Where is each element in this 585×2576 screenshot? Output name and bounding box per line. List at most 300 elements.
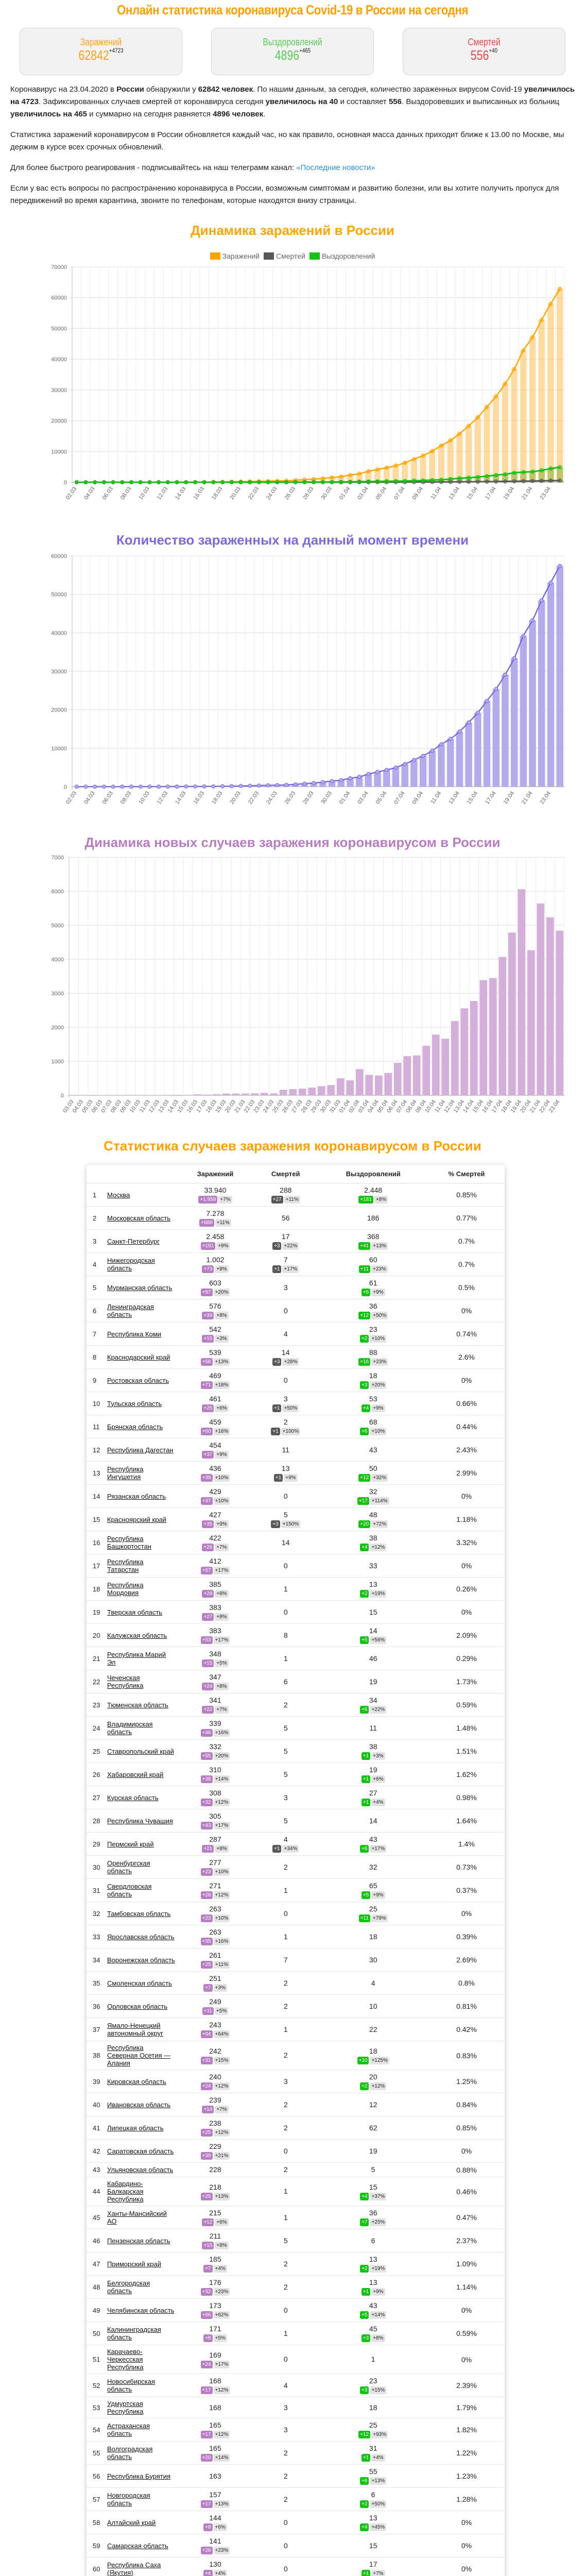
rec-value: 19 <box>369 1766 377 1774</box>
region-link[interactable]: Ростовская область <box>107 1376 169 1384</box>
inf-percent-badge: +20% <box>214 1752 230 1760</box>
rec-value: 19 <box>369 1677 377 1686</box>
chart2-xtick-label: 11.04 <box>429 790 443 805</box>
chart1-point-recovered <box>467 476 471 480</box>
chart1-point-infected <box>503 382 507 385</box>
region-link[interactable]: Владимирская область <box>107 1720 153 1736</box>
dth-value: 1 <box>283 1584 288 1593</box>
cell-rec <box>318 1786 428 1809</box>
region-link[interactable]: Красноярский край <box>107 1515 166 1523</box>
region-link[interactable]: Рязанская область <box>107 1492 166 1500</box>
chart2-xtick-label: 09.04 <box>411 790 425 806</box>
table-row <box>87 1833 505 1856</box>
recovered-label: Выздоровлений <box>263 37 322 48</box>
inf-delta-badge: +1.959 <box>198 1196 217 1204</box>
cell-rec <box>318 1438 428 1462</box>
region-link[interactable]: Тульская область <box>107 1399 162 1408</box>
region-link[interactable]: Нижегородская область <box>107 1257 155 1272</box>
intro-highlight: 556 <box>388 97 402 106</box>
intro-highlight: увеличилось на 465 <box>10 110 88 118</box>
chart1-bar-infected <box>511 369 517 482</box>
inf-delta-badge: +15 <box>202 1659 214 1667</box>
deaths-value <box>471 47 497 63</box>
region-link[interactable]: Санкт-Петербург <box>107 1237 160 1245</box>
chart2-point <box>121 785 124 788</box>
table-row <box>87 1624 505 1647</box>
region-link[interactable]: Республика Саха (Якутия) <box>107 2561 161 2576</box>
row-index: 52 <box>87 2374 105 2397</box>
inf-percent-badge: +12% <box>214 1891 230 1899</box>
chart1-point-infected <box>558 287 562 291</box>
inf-percent-badge: +3% <box>215 1335 228 1343</box>
header-deaths[interactable]: Смертей <box>253 1165 318 1183</box>
dth-percent-badge: +150% <box>281 1520 300 1528</box>
cell-inf <box>177 1786 253 1809</box>
inf-percent-badge: +10% <box>214 1474 230 1482</box>
chart1-xtick-label: 22.03 <box>247 485 261 501</box>
inf-delta-badge: +23 <box>201 1914 213 1922</box>
region-link[interactable]: Москва <box>107 1191 130 1199</box>
chart3-xtick-label: 20.04 <box>519 1098 532 1114</box>
legend-recovered[interactable] <box>309 252 375 260</box>
region-link[interactable]: Республика Коми <box>107 1330 162 1338</box>
rec-percent-badge: +12% <box>370 2082 386 2090</box>
chart1-xtick-label: 08.03 <box>119 485 133 501</box>
dth-value: 2 <box>283 1978 288 1987</box>
cell-dth <box>253 2345 318 2374</box>
region-link[interactable]: Мурманская область <box>107 1283 173 1292</box>
row-index: 29 <box>87 1833 105 1856</box>
cell-inf <box>177 1346 253 1369</box>
inf-delta-badge: +7 <box>203 2265 212 2273</box>
region-link[interactable]: Смоленская область <box>107 1979 172 1987</box>
region-link[interactable]: Ульяновская область <box>107 2166 174 2174</box>
chart2-xtick-label: 20.03 <box>229 790 242 806</box>
chart1-point-recovered <box>339 480 343 484</box>
region-link[interactable]: Краснодарский край <box>107 1353 170 1361</box>
chart3-xtick-label: 21.03 <box>233 1098 247 1114</box>
chart1-point-recovered <box>540 468 543 472</box>
chart3-xtick-label: 08.04 <box>405 1098 418 1114</box>
chart2-point <box>503 673 507 676</box>
chart3-bar <box>460 1008 468 1095</box>
rec-percent-badge: +50% <box>370 2500 386 2508</box>
cell-death-rate: 0.59% <box>428 2322 505 2345</box>
region-link[interactable]: Чеченская Республика <box>107 1674 144 1689</box>
chart1-point-recovered <box>166 480 169 484</box>
table-row <box>87 2299 505 2322</box>
cell-inf <box>177 1462 253 1485</box>
region-link[interactable]: Ямало-Ненецкий автономный округ <box>107 2022 163 2037</box>
rec-value: 22 <box>369 2025 377 2033</box>
region-link[interactable]: Новосибирская область <box>107 2378 156 2393</box>
row-index: 43 <box>87 2163 105 2177</box>
rec-value: 34 <box>369 1696 377 1704</box>
cell-death-rate: 0% <box>428 2345 505 2374</box>
region-link[interactable]: Республика Дагестан <box>107 1446 174 1454</box>
rec-delta-badge: +1 <box>362 1752 370 1760</box>
dth-value: 0 <box>283 2564 288 2573</box>
row-index: 34 <box>87 1948 105 1972</box>
cell-inf <box>177 2177 253 2206</box>
region-link[interactable]: Оренбургская область <box>107 1859 150 1875</box>
region-link[interactable]: Волгоградская область <box>107 2445 153 2461</box>
dth-value: 288 <box>280 1186 292 1194</box>
region-link[interactable]: Калужская область <box>107 1631 167 1639</box>
region-link[interactable]: Ставропольский край <box>107 1747 174 1755</box>
region-link[interactable]: Республика Мордовия <box>107 1581 144 1597</box>
table-row <box>87 1786 505 1809</box>
chart2-ytick-label: 10000 <box>51 745 67 752</box>
cell-rec <box>318 1276 428 1299</box>
row-index: 28 <box>87 1809 105 1833</box>
cell-region <box>105 1508 177 1531</box>
chart3-xtick-label: 11.04 <box>434 1098 447 1114</box>
region-link[interactable]: Приморский край <box>107 2260 161 2268</box>
table-row <box>87 1948 505 1972</box>
table-row <box>87 2163 505 2177</box>
table-row <box>87 2229 505 2252</box>
region-link[interactable]: Ивановская область <box>107 2100 170 2109</box>
cell-dth <box>253 1902 318 1925</box>
cell-region <box>105 1392 177 1415</box>
chart3-xtick-label: 06.03 <box>90 1098 104 1114</box>
cell-death-rate: 1.64% <box>428 1809 505 1833</box>
region-link[interactable]: Брянская область <box>107 1422 163 1431</box>
chart3-xtick-label: 25.03 <box>271 1098 285 1114</box>
region-link[interactable]: Тамбовская область <box>107 1909 171 1918</box>
rec-percent-badge: +8% <box>371 2334 385 2342</box>
cell-inf <box>177 1183 253 1207</box>
table-row <box>87 2276 505 2299</box>
inf-percent-badge: +7% <box>218 1196 232 1204</box>
deaths-count: 556 <box>470 47 489 63</box>
chart1-bar-infected <box>557 289 563 482</box>
rec-value: 31 <box>369 2444 377 2452</box>
dth-delta-badge: +3 <box>272 1242 281 1250</box>
chart1-xtick-label: 03.04 <box>356 485 370 501</box>
chart1-xtick-label: 04.03 <box>83 485 96 501</box>
chart2-xtick-label: 15.04 <box>466 790 479 806</box>
region-link[interactable]: Ленинградская область <box>107 1303 154 1318</box>
chart2-bar <box>547 583 554 787</box>
cell-rec <box>318 1972 428 1995</box>
chart2-xtick-label: 19.04 <box>502 790 516 806</box>
chart2-point <box>321 781 324 784</box>
dth-value: 0 <box>283 1492 288 1500</box>
region-link[interactable]: Республика Чувашия <box>107 1817 173 1825</box>
table-row <box>87 1693 505 1717</box>
chart1-point-infected <box>339 475 343 479</box>
region-link[interactable]: Пермский край <box>107 1840 154 1848</box>
chart1-point-infected <box>431 449 434 453</box>
deaths-card <box>403 28 565 75</box>
region-link[interactable]: Московская область <box>107 1214 171 1222</box>
rec-value: 43 <box>369 2301 377 2310</box>
row-index: 7 <box>87 1323 105 1346</box>
intro-highlight: России <box>116 85 144 94</box>
chart3-ytick-label: 6000 <box>51 889 64 895</box>
region-link[interactable]: Орловская область <box>107 2002 168 2010</box>
cell-death-rate: 0.59% <box>428 1693 505 1717</box>
chart1-point-recovered <box>175 480 179 484</box>
row-index: 50 <box>87 2322 105 2345</box>
chart1-bar-infected <box>456 434 462 482</box>
region-link[interactable]: Челябинская область <box>107 2306 175 2314</box>
rec-percent-badge: +14% <box>370 2311 386 2319</box>
row-index: 25 <box>87 1740 105 1763</box>
dth-value: 3 <box>283 2403 288 2412</box>
header-infected[interactable]: Заражений <box>177 1165 253 1183</box>
chart2-point <box>540 599 543 602</box>
cell-death-rate: 2.37% <box>428 2229 505 2252</box>
chart1-point-recovered <box>184 480 188 484</box>
legend-infected[interactable] <box>210 252 260 260</box>
intro-fragment: . Выздоровевших и выписанных из больниц <box>402 97 560 106</box>
chart2-point <box>75 785 78 788</box>
telegram-link[interactable]: «Последние новости» <box>296 163 375 172</box>
cell-inf <box>177 1508 253 1531</box>
region-link[interactable]: Воронежская область <box>107 1956 175 1964</box>
region-link[interactable]: Республика Татарстан <box>107 1558 144 1573</box>
chart-new-cases <box>10 821 575 1124</box>
chart2-point <box>421 754 425 758</box>
cell-dth <box>253 1392 318 1415</box>
rec-delta-badge: +2 <box>360 1590 369 1598</box>
dth-value: 14 <box>281 1538 290 1547</box>
region-link[interactable]: Республика Бурятия <box>107 2472 171 2480</box>
region-link[interactable]: Ханты-Мансийский АО <box>107 2210 167 2225</box>
rec-value: 12 <box>369 2100 377 2109</box>
cell-death-rate: 0.66% <box>428 1392 505 1415</box>
region-link[interactable]: Кабардино-Балкарская Республика <box>107 2180 144 2203</box>
row-index: 17 <box>87 1554 105 1578</box>
region-link[interactable]: Ярославская область <box>107 1933 175 1941</box>
dth-value: 1 <box>283 2213 288 2222</box>
inf-value: 238 <box>209 2119 221 2127</box>
chart1-bar-infected <box>520 350 526 482</box>
chart1-point-recovered <box>194 480 197 484</box>
chart2-point <box>357 775 361 778</box>
table-row <box>87 2206 505 2229</box>
cell-death-rate: 0.83% <box>428 2041 505 2070</box>
region-link[interactable]: Республика Северная Осетия — Алания <box>107 2044 171 2067</box>
chart1-xtick-label: 20.03 <box>229 485 242 501</box>
chart1-point-recovered <box>102 481 106 484</box>
cell-region <box>105 2163 177 2177</box>
chart2-xtick-label: 16.03 <box>192 790 206 806</box>
chart1-bar-infected <box>547 304 554 482</box>
rec-delta-badge: +2 <box>360 1335 369 1343</box>
chart3-xtick-label: 14.03 <box>166 1098 180 1114</box>
cell-inf <box>177 2345 253 2374</box>
inf-percent-badge: +5% <box>215 2007 228 2015</box>
region-link[interactable]: Саратовская область <box>107 2147 174 2155</box>
chart3-bar <box>194 1094 201 1095</box>
dth-delta-badge: +3 <box>272 1358 281 1366</box>
row-index: 58 <box>87 2511 105 2534</box>
region-link[interactable]: Самарская область <box>107 2541 168 2550</box>
region-link[interactable]: Липецкая область <box>107 2124 164 2132</box>
dth-delta-badge: +1 <box>272 1265 281 1273</box>
inf-delta-badge: +32 <box>201 1799 213 1806</box>
table-row <box>87 2442 505 2465</box>
chart3-bar <box>479 980 487 1095</box>
recovered-delta: +465 <box>299 47 311 55</box>
region-link[interactable]: Калининградская область <box>107 2326 161 2341</box>
region-link[interactable]: Кировская область <box>107 2077 166 2086</box>
chart2-point <box>531 618 535 622</box>
cell-death-rate: 0.5% <box>428 1276 505 1299</box>
row-index: 33 <box>87 1925 105 1948</box>
inf-delta-badge: +39 <box>201 1474 213 1482</box>
inf-delta-badge: +97 <box>201 1289 213 1296</box>
dth-delta-badge: +1 <box>271 1428 280 1435</box>
rec-delta-badge: +1 <box>362 1799 370 1806</box>
inf-percent-badge: +14% <box>214 1775 230 1783</box>
cell-dth <box>253 1485 318 1508</box>
cell-inf <box>177 1902 253 1925</box>
region-link[interactable]: Свердловская область <box>107 1883 152 1898</box>
region-link[interactable]: Алтайский край <box>107 2518 156 2527</box>
inf-percent-badge: +8% <box>215 1265 228 1273</box>
chart3-xtick-label: 13.03 <box>157 1098 170 1114</box>
cell-death-rate: 1.4% <box>428 1833 505 1856</box>
chart1-point-infected <box>385 466 388 469</box>
cell-inf <box>177 1972 253 1995</box>
deaths-delta: +40 <box>489 47 498 55</box>
rec-value: 4 <box>371 1978 375 1987</box>
header-recovered[interactable]: Выздоровлений <box>318 1165 428 1183</box>
inf-value: 240 <box>209 2073 221 2081</box>
inf-percent-badge: +12% <box>214 2431 230 2438</box>
region-link[interactable]: Республика Марий Эл <box>107 1651 166 1666</box>
legend-deaths[interactable] <box>264 252 305 260</box>
dth-delta-badge: +3 <box>271 1520 280 1528</box>
header-death-rate[interactable]: % Смертей <box>428 1165 505 1183</box>
chart1-point-recovered <box>558 465 562 469</box>
chart3-xtick-label: 19.03 <box>214 1098 228 1114</box>
inf-delta-badge: +191 <box>201 1242 216 1250</box>
rec-value: 30 <box>369 1955 377 1964</box>
cell-death-rate: 0.77% <box>428 1207 505 1230</box>
cell-inf <box>177 2229 253 2252</box>
region-link[interactable]: Республика Ингушетия <box>107 1465 144 1481</box>
rec-percent-badge: +6% <box>371 1775 385 1783</box>
row-index: 41 <box>87 2116 105 2140</box>
inf-delta-badge: +14 <box>202 2106 214 2113</box>
chart1-point-recovered <box>212 480 215 484</box>
rec-percent-badge: +9% <box>371 1289 385 1296</box>
row-index: 23 <box>87 1693 105 1717</box>
cell-dth <box>253 2206 318 2229</box>
cell-dth <box>253 2397 318 2418</box>
region-link[interactable]: Тюменская область <box>107 1701 168 1709</box>
inf-value: 348 <box>209 1650 221 1658</box>
row-index: 3 <box>87 1230 105 1253</box>
region-link[interactable]: Хабаровский край <box>107 1770 164 1778</box>
cell-region <box>105 1438 177 1462</box>
row-index: 14 <box>87 1485 105 1508</box>
cell-death-rate: 0% <box>428 1601 505 1624</box>
chart2-point <box>458 730 461 733</box>
inf-percent-badge: +8% <box>215 1312 228 1319</box>
row-index: 42 <box>87 2140 105 2163</box>
chart2-bar <box>374 772 381 787</box>
chart2-point <box>394 766 398 769</box>
cell-inf <box>177 2041 253 2070</box>
cell-region <box>105 1647 177 1670</box>
chart3-xtick-label: 17.04 <box>490 1098 504 1114</box>
cell-death-rate: 0.37% <box>428 1879 505 1902</box>
row-index: 19 <box>87 1601 105 1624</box>
inf-delta-badge: +17 <box>201 2386 213 2394</box>
cell-inf <box>177 2163 253 2177</box>
rec-value: 38 <box>369 1534 377 1542</box>
rec-value: 17 <box>369 2560 377 2568</box>
region-link[interactable]: Республика Башкортостан <box>107 1535 151 1550</box>
rec-value: 14 <box>369 1626 377 1635</box>
cell-region <box>105 2488 177 2511</box>
chart1-point-recovered <box>512 471 516 474</box>
region-link[interactable]: Пензенская область <box>107 2236 170 2245</box>
chart2-bar <box>529 620 536 787</box>
cell-region <box>105 1369 177 1392</box>
region-link[interactable]: Удмуртская Республика <box>107 2400 144 2415</box>
inf-value: 271 <box>209 1882 221 1890</box>
cell-region <box>105 2276 177 2299</box>
cell-death-rate: 0.39% <box>428 1925 505 1948</box>
region-link[interactable]: Тверская область <box>107 1608 163 1616</box>
chart2-point <box>148 785 151 788</box>
dth-value: 8 <box>283 1631 288 1639</box>
region-link[interactable]: Новгородская область <box>107 2492 150 2507</box>
chart2-bar <box>420 756 426 787</box>
cell-death-rate: 0.85% <box>428 1183 505 1207</box>
chart3-bar <box>518 889 525 1095</box>
chart1-xtick-label: 09.04 <box>411 485 425 501</box>
region-link[interactable]: Курская область <box>107 1793 159 1802</box>
chart2-ytick-label: 50000 <box>51 591 67 598</box>
cell-dth <box>253 1693 318 1717</box>
cell-region <box>105 2140 177 2163</box>
legend-label-infected: Заражений <box>222 252 260 260</box>
inf-percent-badge: +8% <box>215 1590 228 1598</box>
table-row <box>87 1230 505 1253</box>
cell-dth <box>253 2534 318 2557</box>
cell-dth <box>253 1183 318 1207</box>
dth-value: 0 <box>283 1561 288 1570</box>
cell-dth <box>253 2116 318 2140</box>
intro-paragraph-summary <box>10 83 575 121</box>
cell-dth <box>253 2442 318 2465</box>
rec-delta-badge: +2 <box>360 2265 369 2273</box>
chart3-bar <box>498 957 506 1095</box>
cell-dth <box>253 2511 318 2534</box>
region-link[interactable]: Астраханская область <box>107 2422 150 2437</box>
chart3-xtick-label: 15.04 <box>471 1098 485 1114</box>
chart3-bar <box>280 1090 287 1095</box>
chart3-bar <box>232 1094 239 1095</box>
cell-inf <box>177 2374 253 2397</box>
inf-percent-badge: +9% <box>216 1242 230 1250</box>
rec-value: 5 <box>371 2165 375 2174</box>
region-link[interactable]: Карачаево-Черкесская Республика <box>107 2348 144 2371</box>
cell-region <box>105 2465 177 2488</box>
rec-value: 55 <box>369 2467 377 2476</box>
chart2-point <box>549 581 553 584</box>
region-link[interactable]: Белгородская область <box>107 2279 150 2295</box>
